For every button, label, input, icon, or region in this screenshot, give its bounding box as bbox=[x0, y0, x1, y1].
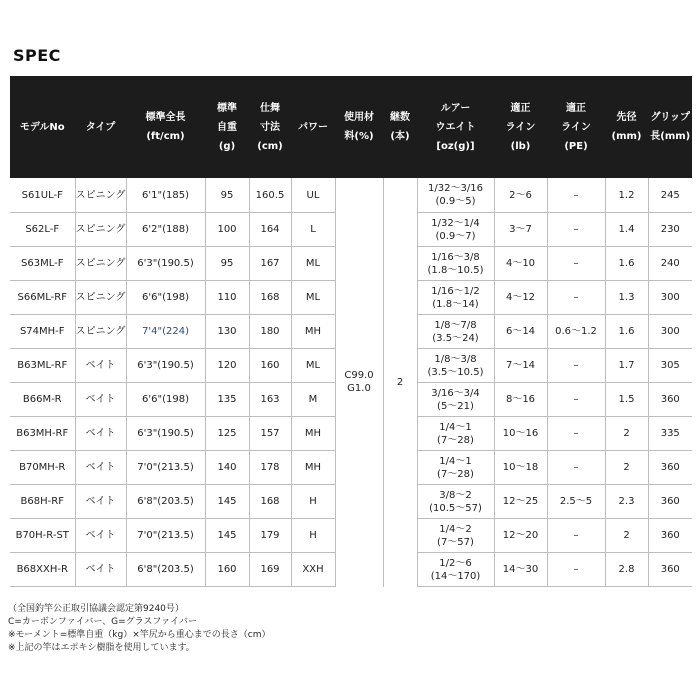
cell-lure-weight bbox=[417, 553, 494, 587]
cell-length: 6'3"(190.5) bbox=[126, 417, 205, 451]
cell-line-lb: 3～7 bbox=[494, 213, 547, 247]
header-line: 仕舞 bbox=[260, 102, 280, 114]
header-pieces bbox=[383, 76, 417, 178]
cell-line-lb: 12～20 bbox=[494, 519, 547, 553]
header-closed-length bbox=[249, 76, 291, 178]
cell-type: ベイト bbox=[75, 519, 126, 553]
lure-line: 1/2～6 bbox=[439, 557, 472, 569]
footnote-epoxy: ※上記の竿はエポキシ樹脂を使用しています。 bbox=[8, 643, 195, 653]
cell-closed-length: 160.5 bbox=[249, 178, 291, 213]
table-row bbox=[10, 178, 692, 213]
cell-model: B68XXH-R bbox=[10, 553, 75, 587]
header-grip-length bbox=[648, 76, 692, 178]
cell-length: 6'6"(198) bbox=[126, 281, 205, 315]
cell-line-pe: – bbox=[547, 417, 605, 451]
cell-power: H bbox=[291, 485, 335, 519]
cell-line-pe: – bbox=[547, 178, 605, 213]
lure-line: 1/8～7/8 bbox=[434, 319, 477, 331]
header-line: (cm) bbox=[257, 140, 283, 152]
cell-type: スピニング bbox=[75, 315, 126, 349]
cell-grip-length: 305 bbox=[648, 349, 692, 383]
cell-length: 6'3"(190.5) bbox=[126, 349, 205, 383]
cell-closed-length: 168 bbox=[249, 281, 291, 315]
cell-length: 6'3"(190.5) bbox=[126, 247, 205, 281]
cell-power: M bbox=[291, 383, 335, 417]
cell-line-pe: – bbox=[547, 281, 605, 315]
lure-line: 1/8～3/8 bbox=[434, 353, 477, 365]
cell-closed-length: 167 bbox=[249, 247, 291, 281]
cell-type: ベイト bbox=[75, 553, 126, 587]
cell-lure-weight bbox=[417, 281, 494, 315]
lure-line: (1.8～10.5) bbox=[427, 264, 484, 276]
cell-power: L bbox=[291, 213, 335, 247]
cell-line-pe: – bbox=[547, 451, 605, 485]
header-line: 適正 bbox=[510, 102, 531, 114]
lure-line: (0.9～5) bbox=[435, 196, 476, 207]
cell-power: ML bbox=[291, 349, 335, 383]
cell-grip-length: 230 bbox=[648, 213, 692, 247]
cell-tip-diameter: 1.5 bbox=[605, 383, 648, 417]
lure-line: 1/32～3/16 bbox=[428, 183, 483, 194]
cell-type: ベイト bbox=[75, 485, 126, 519]
header-length bbox=[126, 76, 205, 178]
cell-line-lb: 4～10 bbox=[494, 247, 547, 281]
cell-grip-length: 360 bbox=[648, 451, 692, 485]
cell-line-pe: 2.5～5 bbox=[547, 485, 605, 519]
lure-line: 3/8～2 bbox=[439, 489, 472, 501]
cell-lure-weight bbox=[417, 519, 494, 553]
header-line-pe bbox=[547, 76, 605, 178]
cell-type: ベイト bbox=[75, 349, 126, 383]
header-line: 標準 bbox=[217, 102, 237, 114]
cell-closed-length: 169 bbox=[249, 553, 291, 587]
cell-length: 7'0"(213.5) bbox=[126, 519, 205, 553]
cell-line-pe: – bbox=[547, 213, 605, 247]
header-line: グリップ bbox=[650, 112, 691, 123]
cell-line-lb: 12～25 bbox=[494, 485, 547, 519]
cell-line-pe: – bbox=[547, 349, 605, 383]
cell-model: S66ML-RF bbox=[10, 281, 75, 315]
cell-type: スピニング bbox=[75, 213, 126, 247]
cell-closed-length: 178 bbox=[249, 451, 291, 485]
header-line: (本) bbox=[390, 131, 410, 142]
cell-tip-diameter: 1.6 bbox=[605, 247, 648, 281]
lure-line: 1/4～2 bbox=[439, 523, 472, 535]
cell-length: 6'2"(188) bbox=[126, 213, 205, 247]
header-line: タイプ bbox=[85, 121, 116, 133]
cell-weight: 140 bbox=[205, 451, 249, 485]
cell-lure-weight bbox=[417, 315, 494, 349]
cell-length: 7'0"(213.5) bbox=[126, 451, 205, 485]
cell-lure-weight bbox=[417, 485, 494, 519]
header-lure-weight bbox=[417, 76, 494, 178]
cell-power: MH bbox=[291, 315, 335, 349]
header-material bbox=[335, 76, 383, 178]
header-line: (ft/cm) bbox=[146, 131, 185, 142]
spec-table bbox=[10, 76, 692, 587]
cell-line-lb: 4～12 bbox=[494, 281, 547, 315]
cell-power: MH bbox=[291, 451, 335, 485]
cell-length: 6'1"(185) bbox=[126, 178, 205, 213]
cell-length: 6'8"(203.5) bbox=[126, 485, 205, 519]
cell-material bbox=[335, 178, 383, 587]
cell-power: ML bbox=[291, 247, 335, 281]
cell-closed-length: 179 bbox=[249, 519, 291, 553]
header-line: 長(mm) bbox=[650, 131, 691, 142]
cell-line-pe: – bbox=[547, 519, 605, 553]
cell-lure-weight bbox=[417, 247, 494, 281]
header-line-lb bbox=[494, 76, 547, 178]
footnote-material-legend: C=カーボンファイバー、G=グラスファイバー bbox=[8, 617, 197, 627]
cell-weight: 95 bbox=[205, 247, 249, 281]
cell-model: B63MH-RF bbox=[10, 417, 75, 451]
cell-line-lb: 10～16 bbox=[494, 417, 547, 451]
footnote-certification: （全国釣竿公正取引協議会認定第9240号） bbox=[8, 604, 184, 614]
header-line: モデルNo bbox=[19, 121, 65, 133]
cell-grip-length: 360 bbox=[648, 383, 692, 417]
lure-line: (5～21) bbox=[437, 400, 474, 412]
cell-line-lb: 2～6 bbox=[494, 178, 547, 213]
cell-tip-diameter: 2 bbox=[605, 519, 648, 553]
cell-power: H bbox=[291, 519, 335, 553]
cell-type: スピニング bbox=[75, 247, 126, 281]
header-line: 料(%) bbox=[344, 131, 374, 142]
cell-weight: 145 bbox=[205, 519, 249, 553]
header-tip-diameter bbox=[605, 76, 648, 178]
cell-type: ベイト bbox=[75, 417, 126, 451]
cell-lure-weight bbox=[417, 213, 494, 247]
cell-lure-weight bbox=[417, 417, 494, 451]
cell-tip-diameter: 1.7 bbox=[605, 349, 648, 383]
cell-weight: 130 bbox=[205, 315, 249, 349]
cell-grip-length: 360 bbox=[648, 553, 692, 587]
cell-model: B66M-R bbox=[10, 383, 75, 417]
cell-grip-length: 240 bbox=[648, 247, 692, 281]
cell-line-lb: 14～30 bbox=[494, 553, 547, 587]
cell-weight: 135 bbox=[205, 383, 249, 417]
header-row bbox=[10, 76, 692, 178]
cell-grip-length: 335 bbox=[648, 417, 692, 451]
footnote-moment: ※モーメント=標準自重（kg）×竿尻から重心までの長さ（cm） bbox=[8, 630, 271, 640]
cell-lure-weight bbox=[417, 383, 494, 417]
cell-model: S63ML-F bbox=[10, 247, 75, 281]
header-line: (g) bbox=[218, 140, 236, 152]
cell-model: B70H-R-ST bbox=[10, 519, 75, 553]
cell-closed-length: 164 bbox=[249, 213, 291, 247]
header-line: 先径 bbox=[616, 112, 637, 123]
lure-line: (10.5～57) bbox=[429, 502, 482, 514]
cell-line-pe: – bbox=[547, 247, 605, 281]
cell-line-lb: 7～14 bbox=[494, 349, 547, 383]
lure-line: 3/16～3/4 bbox=[431, 387, 480, 399]
spec-body bbox=[10, 178, 692, 587]
header-line: 寸法 bbox=[260, 121, 280, 133]
lure-line: (0.9～7) bbox=[435, 230, 476, 242]
cell-grip-length: 245 bbox=[648, 178, 692, 213]
lure-line: (3.5～10.5) bbox=[427, 366, 484, 378]
cell-weight: 120 bbox=[205, 349, 249, 383]
lure-line: 1/32～1/4 bbox=[431, 217, 480, 229]
cell-closed-length: 168 bbox=[249, 485, 291, 519]
cell-model: S62L-F bbox=[10, 213, 75, 247]
header-line: ライン bbox=[561, 121, 591, 133]
material-line: C99.0 bbox=[344, 370, 374, 382]
cell-closed-length: 180 bbox=[249, 315, 291, 349]
spec-title: SPEC bbox=[13, 46, 61, 65]
cell-type: ベイト bbox=[75, 383, 126, 417]
header-line: 適正 bbox=[566, 102, 586, 114]
cell-line-pe: – bbox=[547, 553, 605, 587]
header-line: 継数 bbox=[390, 112, 410, 123]
cell-line-pe: – bbox=[547, 383, 605, 417]
header-line: ライン bbox=[505, 121, 536, 133]
cell-power: MH bbox=[291, 417, 335, 451]
header-power bbox=[291, 76, 335, 178]
lure-line: (3.5～24) bbox=[432, 332, 479, 344]
cell-lure-weight bbox=[417, 349, 494, 383]
cell-power: UL bbox=[291, 178, 335, 213]
cell-model: B70MH-R bbox=[10, 451, 75, 485]
cell-tip-diameter: 2 bbox=[605, 417, 648, 451]
lure-line: (1.8～14) bbox=[432, 298, 479, 310]
cell-lure-weight bbox=[417, 178, 494, 213]
header-line: 使用材 bbox=[344, 112, 374, 123]
cell-grip-length: 300 bbox=[648, 315, 692, 349]
lure-line: (7～28) bbox=[437, 468, 474, 480]
lure-line: 1/16～3/8 bbox=[431, 251, 480, 263]
lure-line: (7～57) bbox=[437, 536, 474, 548]
header-line: ルアー bbox=[440, 102, 471, 114]
header-line: 自重 bbox=[217, 121, 237, 133]
cell-weight: 145 bbox=[205, 485, 249, 519]
lure-line: 1/16～1/2 bbox=[431, 285, 480, 297]
header-line: 標準全長 bbox=[145, 112, 186, 123]
lure-line: 1/4～1 bbox=[439, 421, 472, 433]
cell-power: ML bbox=[291, 281, 335, 315]
cell-line-lb: 6～14 bbox=[494, 315, 547, 349]
lure-line: (7～28) bbox=[437, 434, 474, 446]
cell-model: B68H-RF bbox=[10, 485, 75, 519]
cell-closed-length: 163 bbox=[249, 383, 291, 417]
cell-type: ベイト bbox=[75, 451, 126, 485]
header-model bbox=[10, 76, 75, 178]
footnotes bbox=[8, 603, 270, 655]
cell-weight: 95 bbox=[205, 178, 249, 213]
cell-type: スピニング bbox=[75, 281, 126, 315]
cell-model: S61UL-F bbox=[21, 189, 63, 201]
cell-line-lb: 8～16 bbox=[494, 383, 547, 417]
cell-grip-length: 300 bbox=[648, 281, 692, 315]
cell-lure-weight bbox=[417, 451, 494, 485]
lure-line: (14～170) bbox=[430, 570, 481, 582]
header-line: ウエイト bbox=[435, 121, 476, 133]
cell-pieces: 2 bbox=[383, 178, 417, 587]
header-line: (mm) bbox=[611, 131, 642, 142]
cell-length: 7'4"(224) bbox=[126, 315, 205, 349]
cell-grip-length: 360 bbox=[648, 485, 692, 519]
cell-tip-diameter: 1.4 bbox=[605, 213, 648, 247]
cell-weight: 110 bbox=[205, 281, 249, 315]
cell-weight: 100 bbox=[205, 213, 249, 247]
cell-line-pe: 0.6～1.2 bbox=[547, 315, 605, 349]
header-type bbox=[75, 76, 126, 178]
cell-closed-length: 157 bbox=[249, 417, 291, 451]
cell-length: 6'6"(198) bbox=[126, 383, 205, 417]
cell-model: S74MH-F bbox=[10, 315, 75, 349]
cell-tip-diameter: 1.3 bbox=[605, 281, 648, 315]
cell-grip-length: 360 bbox=[648, 519, 692, 553]
material-line: G1.0 bbox=[347, 383, 371, 395]
cell-closed-length: 160 bbox=[249, 349, 291, 383]
cell-tip-diameter: 2.8 bbox=[605, 553, 648, 587]
cell-type: スピニング bbox=[75, 178, 126, 213]
cell-weight: 160 bbox=[205, 553, 249, 587]
header-line: (lb) bbox=[510, 140, 531, 152]
cell-model: B63ML-RF bbox=[10, 349, 75, 383]
cell-line-lb: 10～18 bbox=[494, 451, 547, 485]
cell-power: XXH bbox=[291, 553, 335, 587]
header-line: (PE) bbox=[564, 140, 588, 152]
cell-tip-diameter: 1.6 bbox=[605, 315, 648, 349]
cell-weight: 125 bbox=[205, 417, 249, 451]
header-line: パワー bbox=[298, 121, 328, 133]
cell-tip-diameter: 1.2 bbox=[605, 178, 648, 213]
cell-length: 6'8"(203.5) bbox=[126, 553, 205, 587]
header-weight bbox=[205, 76, 249, 178]
header-line: [oz(g)] bbox=[436, 140, 475, 152]
lure-line: 1/4～1 bbox=[439, 455, 472, 467]
cell-tip-diameter: 2.3 bbox=[605, 485, 648, 519]
cell-tip-diameter: 2 bbox=[605, 451, 648, 485]
